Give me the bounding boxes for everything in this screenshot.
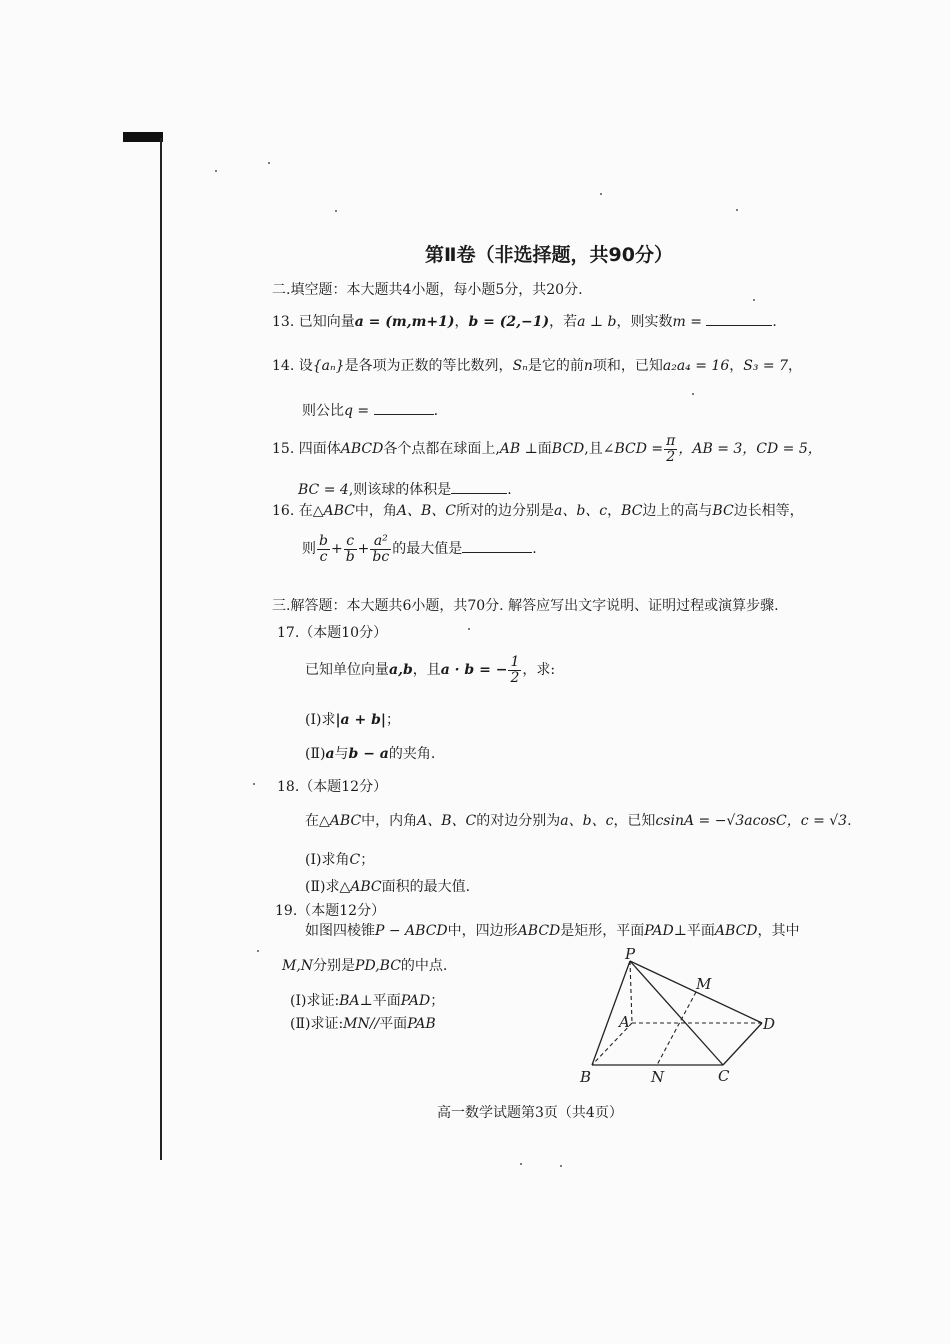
q13-text-a: 已知向量: [298, 314, 355, 330]
q14-num: 14.: [272, 358, 295, 374]
q19-stem-c: 是矩形，平面: [560, 923, 645, 939]
part3-heading: 三.解答题：本大题共6小题，共70分. 解答应写出文字说明、证明过程或演算步骤.: [272, 598, 779, 614]
q19-part1: [290, 990, 444, 1010]
q17-p2-a: a: [325, 746, 335, 762]
margin-bar: [123, 132, 163, 142]
q19-line2: [282, 955, 447, 975]
q18-part1: [305, 849, 374, 869]
q14-sn: Sₙ: [512, 358, 528, 374]
label-D: D: [763, 1015, 776, 1033]
q19-p1-e: ；: [430, 993, 445, 1009]
q16-plus-2: +: [357, 541, 370, 558]
q16-f2-den: b: [345, 548, 355, 565]
scan-speck: [692, 393, 694, 395]
q15-num: 15.: [272, 441, 295, 458]
q17-fraction: [508, 655, 521, 685]
question-15-line2: [298, 479, 512, 499]
q19-header: 19.（本题12分）: [275, 903, 386, 919]
q16-line1-b: 中，角: [354, 503, 397, 519]
q17-p2-b: b − a: [348, 746, 389, 762]
q19-part2: [290, 1013, 436, 1033]
q16-bc2: BC: [712, 503, 734, 519]
q17-p2-end: 的夹角.: [388, 746, 436, 762]
q14-end: .: [433, 403, 439, 419]
q17-stem: [305, 655, 555, 685]
q19-pdbc: PD,BC: [355, 958, 401, 974]
label-C: C: [718, 1067, 730, 1085]
q14-cond1: a₂a₄ = 16: [662, 358, 730, 374]
q18-part2: [305, 876, 470, 896]
q18-p2-a: (Ⅱ)求△: [305, 879, 351, 895]
question-16: [272, 500, 804, 520]
q16-line1-d: ，: [607, 503, 622, 519]
q19-stem-b: 中，四边形: [447, 923, 518, 939]
q14-answer-blank[interactable]: [374, 402, 434, 415]
q18-stem-d: ，已知: [613, 813, 656, 829]
q19-mn: M,N: [282, 958, 314, 974]
q18-p1-end: ；: [360, 852, 375, 868]
q16-f2-num: c: [344, 534, 357, 550]
q14-n: n: [583, 358, 593, 374]
q17-part2: [305, 743, 435, 763]
edge-PA: [630, 961, 632, 1023]
q16-f1-den: c: [319, 548, 328, 565]
q16-abc: ABC: [323, 503, 355, 519]
q15-text-a: 四面体: [298, 441, 341, 458]
q13-answer-blank[interactable]: [706, 313, 772, 326]
q14-line2: 则公比: [302, 403, 344, 419]
q18-end: .: [847, 813, 852, 829]
q14-text-d: 项和，已知: [592, 358, 663, 374]
q15-end: .: [507, 482, 512, 498]
q19-stem-d: ⊥平面: [673, 923, 715, 939]
margin-line: [160, 138, 162, 1160]
q19-abcd2: ABCD: [714, 923, 758, 939]
q15-line2-b: ,则该球的体积是: [348, 482, 452, 498]
question-13: [272, 311, 777, 331]
scan-speck: [253, 783, 255, 785]
q15-text-b: 各个点都在球面上,: [383, 441, 500, 458]
page-footer: 高一数学试题第3页（共4页）: [437, 1105, 623, 1121]
q18-stem: [305, 810, 852, 830]
q16-line1-c: 所对的边分别是: [456, 503, 554, 519]
q16-line1-e: 边上的高与: [642, 503, 713, 519]
q17-stem-a: 已知单位向量: [305, 662, 389, 679]
scan-speck: [268, 162, 270, 164]
q18-stem-a: 在△: [305, 813, 330, 829]
q17-frac-den: 2: [510, 669, 520, 686]
q14-seq: {aₙ}: [312, 358, 345, 374]
q18-p2-b: 面积的最大值.: [381, 879, 471, 895]
q15-frac-num: π: [666, 433, 676, 449]
q16-frac-1: [317, 534, 330, 564]
q18-p2-var: ABC: [350, 879, 382, 895]
q15-answer-blank[interactable]: [451, 481, 507, 494]
q16-f3-den: bc: [372, 548, 390, 565]
scan-speck: [600, 193, 602, 195]
q16-end: .: [532, 541, 537, 558]
q16-num: 16.: [272, 503, 295, 519]
scan-speck: [753, 299, 755, 301]
q16-line1-f: 边长相等，: [733, 503, 804, 519]
q13-sep: ，: [454, 314, 469, 330]
label-N: N: [651, 1068, 665, 1086]
section-title: 第Ⅱ卷（非选择题，共90分）: [425, 244, 673, 266]
q19-line2-d: 的中点.: [400, 958, 448, 974]
q16-line2-a: 则: [302, 541, 316, 558]
q19-p2-a: (Ⅱ)求证:: [290, 1016, 344, 1032]
label-A: A: [619, 1013, 630, 1031]
q15-abcd: ABCD: [340, 441, 384, 458]
q14-comma-2: ，: [787, 358, 802, 374]
scan-speck: [560, 1165, 562, 1167]
q14-cond2: S₃ = 7: [743, 358, 788, 374]
q18-header: 18.（本题12分）: [277, 779, 388, 795]
q19-stem-e: ，其中: [757, 923, 800, 939]
q17-stem-b: ，且: [412, 662, 441, 679]
q15-text-c: 面: [537, 441, 552, 458]
part2-heading: 二.填空题：本大题共4小题，每小题5分，共20分.: [272, 282, 583, 298]
scan-speck: [736, 209, 738, 211]
label-M: M: [696, 975, 712, 993]
q15-bcd: BCD: [551, 441, 585, 458]
q17-header: 17.（本题10分）: [277, 625, 388, 641]
q16-answer-blank[interactable]: [462, 540, 532, 553]
question-15: [272, 434, 822, 464]
q19-stem-a: 如图四棱锥: [305, 923, 375, 939]
q13-b-expr: b = (2,−1): [468, 314, 550, 330]
scan-speck: [215, 170, 217, 172]
question-14: [272, 355, 802, 375]
q18-angles: A、B、C: [417, 813, 477, 829]
q18-sides: a、b、c: [560, 813, 614, 829]
q19-pyr: P − ABCD: [375, 923, 448, 939]
q17-p2-label: (Ⅱ): [305, 746, 326, 762]
q17-p1-end: ；: [386, 712, 400, 728]
q13-var: m =: [672, 314, 702, 330]
q16-frac-3: [370, 534, 391, 564]
q19-line2-b: 分别是: [313, 958, 356, 974]
q14-comma: ，: [729, 358, 744, 374]
q17-dot: a · b = −: [440, 662, 508, 679]
q17-p2-mid: 与: [334, 746, 349, 762]
q16-sides: a、b、c: [554, 503, 608, 519]
q19-p1-c: ⊥平面: [359, 993, 401, 1009]
q18-p1-var: C: [349, 852, 361, 868]
q18-stem-b: 中，内角: [361, 813, 418, 829]
q18-abc: ABC: [329, 813, 362, 829]
q19-stem: [305, 920, 800, 940]
q14-var: q =: [344, 403, 370, 419]
q17-ab: a,b: [389, 662, 413, 679]
q17-p1-expr: |a + b|: [335, 712, 386, 728]
q18-p1: (Ⅰ)求角: [305, 852, 350, 868]
q13-perp: a ⊥ b: [577, 314, 617, 330]
q18-eq: csinA = −√3acosC: [655, 813, 787, 829]
q16-frac-2: [344, 534, 357, 564]
q17-stem-c: ，求:: [522, 662, 556, 679]
q16-angles: A、B、C: [396, 503, 456, 519]
q17-part1: [305, 709, 400, 729]
scan-speck: [468, 628, 470, 630]
scan-speck: [520, 1163, 522, 1165]
q13-end: .: [772, 314, 777, 330]
q14-text-a: 设: [298, 358, 313, 374]
q15-fraction: [664, 434, 677, 464]
q15-perp: AB ⊥: [499, 441, 538, 458]
q18-stem-c: 的对边分别为: [476, 813, 561, 829]
q19-abcd: ABCD: [517, 923, 561, 939]
q14-text-b: 是各项为正数的等比数列，: [344, 358, 513, 374]
q15-frac-den: 2: [666, 448, 676, 465]
q13-num: 13.: [272, 314, 295, 330]
q18-eq2: ，c = √3: [786, 813, 848, 829]
q13-a-expr: a = (m,m+1): [354, 314, 455, 330]
q15-angle: ∠BCD =: [602, 441, 664, 458]
q16-f1-num: b: [319, 533, 328, 549]
q16-line2-b: 的最大值是: [392, 541, 463, 558]
label-P: P: [625, 945, 636, 963]
q16-plus-1: +: [330, 541, 343, 558]
q15-text-d: ,且: [584, 441, 603, 458]
q15-line2-a: BC = 4: [298, 482, 349, 498]
q17-p1-label: (Ⅰ)求: [305, 712, 336, 728]
q16-f3-num: a²: [370, 534, 391, 550]
question-16-line2: [302, 534, 537, 564]
question-14-line2: [302, 400, 438, 420]
q19-pad: PAD: [644, 923, 674, 939]
q19-p2-d: PAB: [407, 1016, 436, 1032]
q17-frac-num: 1: [510, 654, 520, 670]
q19-p1-d: PAD: [400, 993, 431, 1009]
scan-speck: [257, 950, 259, 952]
q19-p2-c: 平面: [379, 1016, 408, 1032]
q15-rest: ，AB = 3，CD = 5，: [678, 441, 822, 458]
label-B: B: [580, 1068, 592, 1086]
scan-speck: [335, 210, 337, 212]
q14-text-c: 是它的前: [527, 358, 584, 374]
q19-p2-b: MN//: [343, 1016, 380, 1032]
edge-CD: [723, 1023, 762, 1065]
q19-p1-b: BA: [339, 993, 360, 1009]
pyramid-diagram: [575, 945, 795, 1090]
q13-text-c: ，则实数: [616, 314, 673, 330]
q19-p1-a: (Ⅰ)求证:: [290, 993, 340, 1009]
q16-line1: 在△: [298, 503, 324, 519]
q13-text-b: ，若: [549, 314, 578, 330]
q16-bc1: BC: [621, 503, 643, 519]
